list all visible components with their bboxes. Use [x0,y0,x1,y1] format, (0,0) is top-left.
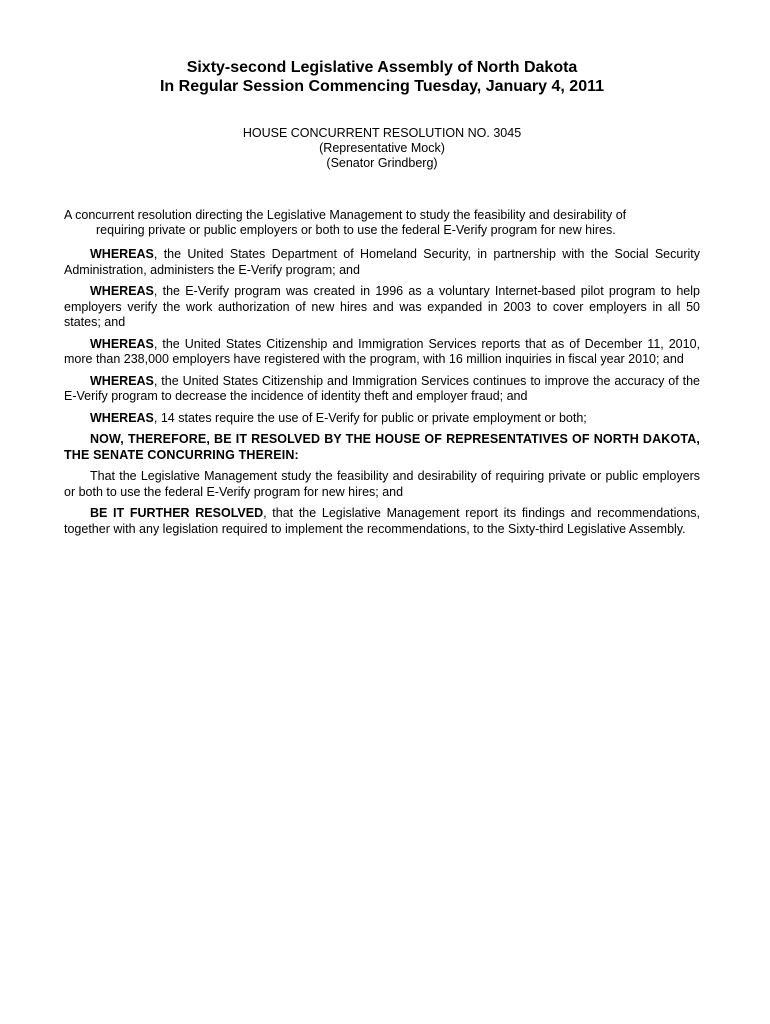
whereas-text: , the E-Verify program was created in 1996 as a voluntary Internet-based pilot program to help employers verify the work authorization of new hires and was expanded in 2003 to cover employers in all 50 states; and [64,284,700,329]
resolution-header [64,126,700,171]
whereas-paragraph-5 [64,411,700,427]
whereas-text: , 14 states require the use of E-Verify for public or private employment or both; [153,410,587,425]
further-resolved-text: , that the Legislative Management report its findings and recommendations, together with any legislation required to implement the recommendations, to the Sixty-third Legislative Assembly. [64,506,700,536]
whereas-lead: WHEREAS [90,336,154,351]
whereas-paragraph-2 [64,284,700,331]
whereas-lead: WHEREAS [90,410,154,425]
further-resolved-lead: BE IT FURTHER RESOLVED [90,506,264,520]
document-page [64,58,700,537]
resolution-number: HOUSE CONCURRENT RESOLUTION NO. 3045 [242,126,522,140]
whereas-paragraph-1 [64,247,700,278]
assembly-title: Sixty-second Legislative Assembly of North Dakota [186,59,578,76]
whereas-lead: WHEREAS [90,247,154,261]
senate-sponsor: (Senator Grindberg) [326,156,438,170]
whereas-lead: WHEREAS [90,284,154,298]
whereas-text: , the United States Citizenship and Immigration Services reports that as of December 11, 2010, more than 238,000 employers have registered with the program, with 16 million inquiries in fiscal year 2010; and [64,336,700,366]
resolved-clause: NOW, THEREFORE, BE IT RESOLVED BY THE HOUSE OF REPRESENTATIVES OF NORTH DAKOTA, THE SENATE CONCURRING THEREIN: [64,432,700,462]
whereas-paragraph-3 [64,337,700,368]
whereas-lead: WHEREAS [90,373,154,388]
further-resolved-paragraph [64,506,700,537]
whereas-paragraph-4 [64,374,700,405]
whereas-text: , the United States Department of Homeland Security, in partnership with the Social Security Administration, administers the E-Verify program; and [64,247,700,277]
session-title: In Regular Session Commencing Tuesday, January 4, 2011 [159,78,604,95]
summary-line-2: requiring private or public employers or both to use the federal E-Verify program for new hires. [96,223,616,237]
resolution-summary [64,208,700,238]
house-sponsor: (Representative Mock) [319,141,445,155]
summary-line-1: A concurrent resolution directing the Legislative Management to study the feasibility and desirability of [64,208,627,222]
whereas-text: , the United States Citizenship and Immigration Services continues to improve the accuracy of the E-Verify program to decrease the incidence of identity theft and employer fraud; and [64,373,700,403]
study-paragraph: That the Legislative Management study the feasibility and desirability of requiring private or public employers or both to use the federal E-Verify program for new hires; and [64,469,700,499]
